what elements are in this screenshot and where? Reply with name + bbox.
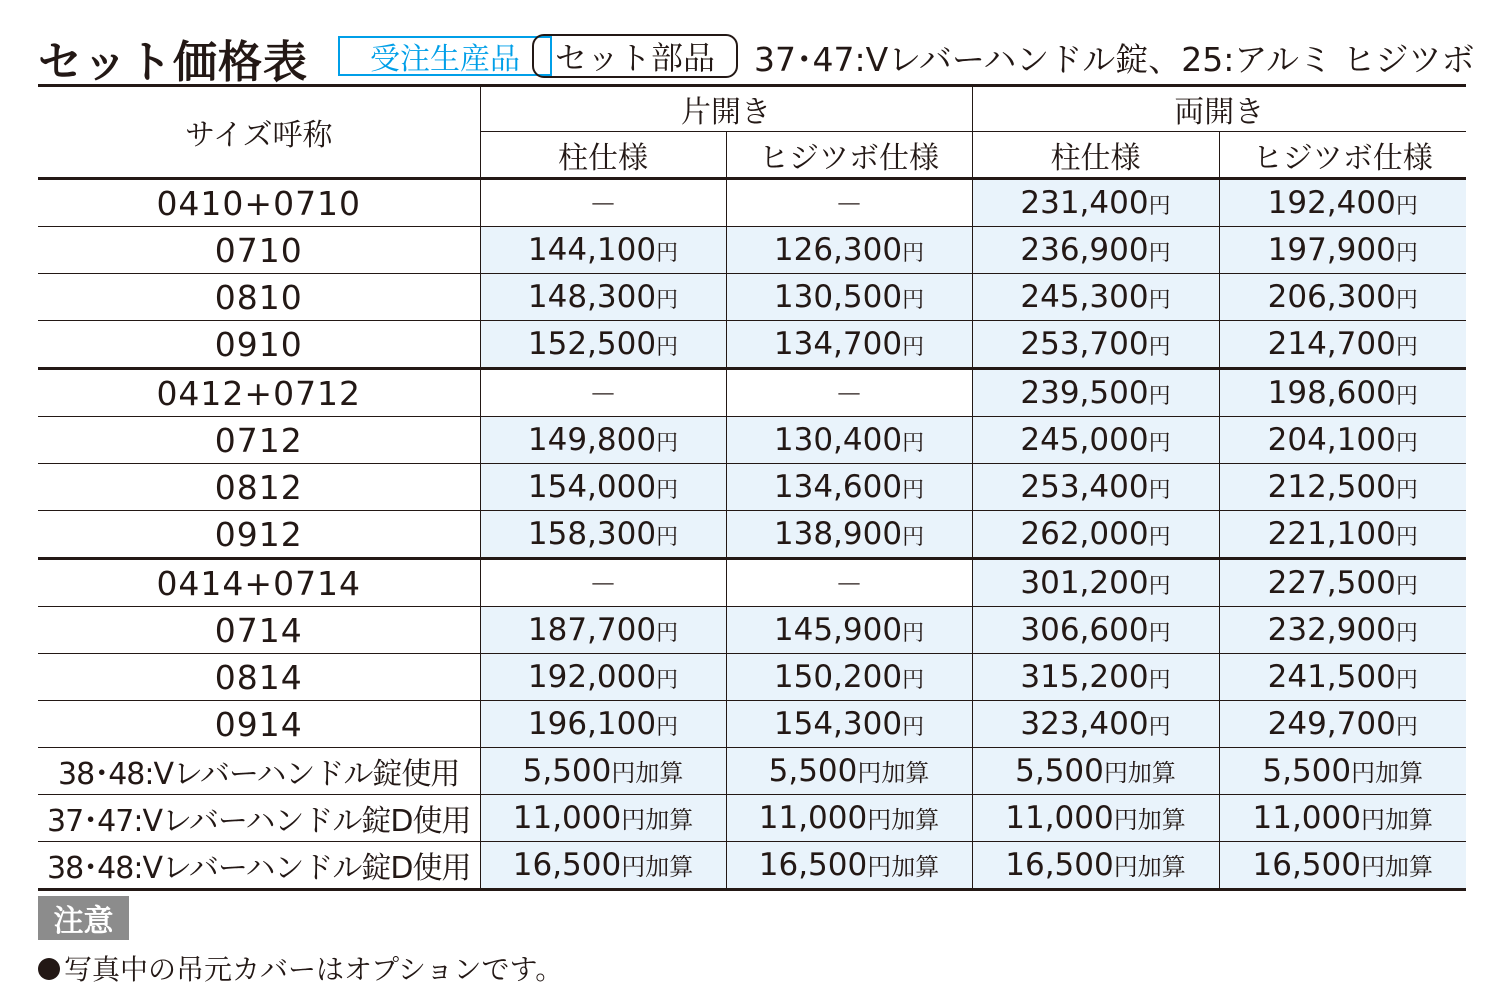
yen-unit: 円 (1148, 241, 1171, 266)
price-cell (972, 321, 1219, 369)
yen-unit: 円 (1148, 715, 1171, 740)
price-cell (972, 511, 1219, 559)
price-cell (726, 274, 972, 321)
price-value: 227,500 (1267, 565, 1396, 601)
yen-unit: 円 (1148, 574, 1171, 599)
price-value: 221,100 (1267, 516, 1396, 552)
size-cell: 0414+0714 (38, 559, 480, 607)
price-cell (972, 179, 1219, 227)
table-row (38, 369, 1466, 417)
addon-suffix: 円加算 (867, 853, 940, 881)
price-cell (480, 321, 726, 369)
price-value: 212,500 (1267, 469, 1396, 505)
price-cell (726, 417, 972, 464)
table-row (38, 559, 1466, 607)
yen-unit: 円 (902, 525, 925, 550)
price-cell (1219, 179, 1466, 227)
price-value: 301,200 (1020, 565, 1149, 601)
price-cell (1219, 227, 1466, 274)
price-cell (480, 701, 726, 748)
price-value: 253,700 (1020, 326, 1149, 362)
double-open-header: 両開き (972, 86, 1466, 132)
addon-price-cell (726, 748, 972, 795)
sub-header-elbow: ヒジツボ仕様 (1219, 132, 1466, 179)
yen-unit: 円 (1395, 194, 1418, 219)
yen-unit: 円 (656, 478, 679, 503)
table-row (38, 274, 1466, 321)
price-value: 262,000 (1020, 516, 1149, 552)
price-value: 239,500 (1020, 375, 1149, 411)
addon-suffix: 円加算 (857, 759, 930, 787)
price-value: 245,000 (1020, 422, 1149, 458)
addon-value: 5,500 (768, 753, 858, 789)
notice-line (38, 948, 563, 988)
size-cell: 0712 (38, 417, 480, 464)
price-cell (480, 607, 726, 654)
price-value: 138,900 (773, 516, 903, 552)
addon-price-cell (480, 842, 726, 890)
price-cell (972, 369, 1219, 417)
title-row (38, 24, 1475, 88)
price-cell (1219, 607, 1466, 654)
price-value: 158,300 (527, 516, 657, 552)
bullet-icon (38, 958, 60, 980)
price-value: － (588, 378, 617, 411)
size-cell: 0814 (38, 654, 480, 701)
yen-unit: 円 (1148, 478, 1171, 503)
price-value: 249,700 (1267, 706, 1396, 742)
table-row (38, 701, 1466, 748)
single-open-header: 片開き (480, 86, 972, 132)
yen-unit: 円 (656, 621, 679, 646)
price-table-body (38, 179, 1466, 890)
size-cell: 0912 (38, 511, 480, 559)
addon-price-cell (1219, 842, 1466, 890)
addon-label: 38･48:Vレバーハンドル錠D使用 (38, 842, 480, 890)
price-cell (972, 274, 1219, 321)
addon-row (38, 748, 1466, 795)
yen-unit: 円 (902, 241, 925, 266)
price-cell (1219, 417, 1466, 464)
price-value: 198,600 (1267, 375, 1396, 411)
yen-unit: 円 (1148, 525, 1171, 550)
price-cell (1219, 701, 1466, 748)
sub-header-elbow: ヒジツボ仕様 (726, 132, 972, 179)
yen-unit: 円 (1148, 335, 1171, 360)
addon-suffix: 円加算 (867, 806, 940, 834)
yen-unit: 円 (1395, 574, 1418, 599)
price-value: － (834, 188, 863, 221)
yen-unit: 円 (656, 241, 679, 266)
price-value: 236,900 (1020, 232, 1149, 268)
addon-label: 38･48:Vレバーハンドル錠使用 (38, 748, 480, 795)
price-value: － (834, 378, 863, 411)
price-cell (1219, 464, 1466, 511)
addon-suffix: 円加算 (611, 759, 684, 787)
price-cell (480, 511, 726, 559)
price-table (38, 84, 1466, 891)
page-title: セット価格表 (38, 37, 308, 88)
not-available-cell (726, 179, 972, 227)
addon-value: 5,500 (522, 753, 612, 789)
addon-price-cell (726, 795, 972, 842)
price-cell (972, 654, 1219, 701)
yen-unit: 円 (1395, 478, 1418, 503)
addon-price-cell (726, 842, 972, 890)
addon-value: 16,500 (758, 847, 868, 883)
yen-unit: 円 (1148, 431, 1171, 456)
yen-unit: 円 (902, 621, 925, 646)
price-value: 149,800 (527, 422, 657, 458)
yen-unit: 円 (1395, 384, 1418, 409)
set-parts-note: 37･47:Vレバーハンドル錠、25:アルミ ヒジツボ (754, 40, 1475, 79)
yen-unit: 円 (1148, 288, 1171, 313)
addon-suffix: 円加算 (1360, 853, 1433, 881)
addon-price-cell (972, 795, 1219, 842)
price-cell (1219, 511, 1466, 559)
yen-unit: 円 (1148, 194, 1171, 219)
addon-value: 11,000 (758, 800, 868, 836)
addon-value: 16,500 (1005, 847, 1114, 883)
addon-value: 16,500 (512, 847, 622, 883)
addon-value: 16,500 (1252, 847, 1361, 883)
yen-unit: 円 (1148, 621, 1171, 646)
table-row (38, 227, 1466, 274)
price-cell (972, 559, 1219, 607)
size-cell: 0910 (38, 321, 480, 369)
price-value: 150,200 (773, 659, 903, 695)
table-row (38, 607, 1466, 654)
yen-unit: 円 (1395, 241, 1418, 266)
price-cell (726, 511, 972, 559)
price-value: 231,400 (1020, 185, 1149, 221)
yen-unit: 円 (902, 668, 925, 693)
addon-value: 5,500 (1015, 753, 1104, 789)
price-cell (1219, 654, 1466, 701)
yen-unit: 円 (656, 668, 679, 693)
price-value: － (588, 568, 617, 601)
size-cell: 0812 (38, 464, 480, 511)
price-value: 306,600 (1020, 612, 1149, 648)
addon-price-cell (1219, 795, 1466, 842)
price-value: 206,300 (1267, 279, 1396, 315)
yen-unit: 円 (902, 335, 925, 360)
price-cell (972, 607, 1219, 654)
price-value: 154,000 (527, 469, 657, 505)
addon-price-cell (972, 748, 1219, 795)
yen-unit: 円 (1395, 335, 1418, 360)
price-cell (726, 701, 972, 748)
price-cell (726, 464, 972, 511)
size-cell: 0714 (38, 607, 480, 654)
addon-suffix: 円加算 (1103, 759, 1176, 787)
size-cell: 0412+0712 (38, 369, 480, 417)
price-value: 253,400 (1020, 469, 1149, 505)
addon-price-cell (480, 748, 726, 795)
price-cell (480, 654, 726, 701)
addon-suffix: 円加算 (621, 853, 694, 881)
not-available-cell (726, 559, 972, 607)
price-value: 144,100 (527, 232, 657, 268)
table-row (38, 511, 1466, 559)
price-cell (1219, 559, 1466, 607)
table-row (38, 464, 1466, 511)
yen-unit: 円 (1395, 431, 1418, 456)
yen-unit: 円 (1395, 288, 1418, 313)
not-available-cell (726, 369, 972, 417)
notice-text: 写真中の吊元カバーはオプションです。 (64, 953, 564, 986)
price-cell (726, 654, 972, 701)
yen-unit: 円 (902, 478, 925, 503)
addon-suffix: 円加算 (1351, 759, 1424, 787)
price-value: 245,300 (1020, 279, 1149, 315)
addon-row (38, 795, 1466, 842)
size-header: サイズ呼称 (38, 86, 480, 179)
price-cell (972, 701, 1219, 748)
size-cell: 0810 (38, 274, 480, 321)
price-cell (480, 417, 726, 464)
not-available-cell (480, 559, 726, 607)
price-value: 134,700 (773, 326, 903, 362)
not-available-cell (480, 179, 726, 227)
size-cell: 0710 (38, 227, 480, 274)
yen-unit: 円 (1395, 715, 1418, 740)
price-value: 134,600 (773, 469, 903, 505)
addon-row (38, 842, 1466, 890)
sub-header-pillar: 柱仕様 (480, 132, 726, 179)
yen-unit: 円 (656, 525, 679, 550)
yen-unit: 円 (1148, 384, 1171, 409)
addon-value: 11,000 (512, 800, 622, 836)
yen-unit: 円 (656, 715, 679, 740)
price-value: 214,700 (1267, 326, 1396, 362)
yen-unit: 円 (656, 288, 679, 313)
price-value: 241,500 (1267, 659, 1396, 695)
price-value: 130,500 (773, 279, 903, 315)
price-value: 148,300 (527, 279, 657, 315)
yen-unit: 円 (902, 288, 925, 313)
yen-unit: 円 (902, 715, 925, 740)
yen-unit: 円 (656, 335, 679, 360)
yen-unit: 円 (902, 431, 925, 456)
price-value: 152,500 (527, 326, 657, 362)
yen-unit: 円 (1395, 525, 1418, 550)
price-cell (972, 227, 1219, 274)
price-cell (1219, 274, 1466, 321)
sub-header-pillar: 柱仕様 (972, 132, 1219, 179)
table-row (38, 321, 1466, 369)
price-cell (1219, 321, 1466, 369)
addon-suffix: 円加算 (1113, 853, 1186, 881)
price-cell (480, 274, 726, 321)
price-cell (480, 464, 726, 511)
price-cell (726, 607, 972, 654)
price-cell (972, 464, 1219, 511)
addon-value: 11,000 (1005, 800, 1114, 836)
price-value: 187,700 (527, 612, 657, 648)
addon-suffix: 円加算 (621, 806, 694, 834)
price-cell (1219, 369, 1466, 417)
yen-unit: 円 (1395, 621, 1418, 646)
price-value: － (834, 568, 863, 601)
addon-label: 37･47:Vレバーハンドル錠D使用 (38, 795, 480, 842)
yen-unit: 円 (1395, 668, 1418, 693)
price-value: 126,300 (773, 232, 903, 268)
price-value: 192,400 (1267, 185, 1396, 221)
made-to-order-badge: 受注生産品 (338, 36, 552, 76)
yen-unit: 円 (656, 431, 679, 456)
set-parts-badge: セット部品 (532, 34, 738, 78)
addon-value: 11,000 (1252, 800, 1361, 836)
price-value: 197,900 (1267, 232, 1396, 268)
price-value: 154,300 (773, 706, 903, 742)
price-value: 315,200 (1020, 659, 1149, 695)
table-row (38, 654, 1466, 701)
not-available-cell (480, 369, 726, 417)
price-value: 196,100 (527, 706, 657, 742)
price-value: 192,000 (527, 659, 657, 695)
addon-price-cell (972, 842, 1219, 890)
notice-label: 注意 (38, 896, 129, 940)
addon-price-cell (1219, 748, 1466, 795)
size-cell: 0914 (38, 701, 480, 748)
addon-value: 5,500 (1262, 753, 1352, 789)
price-cell (972, 417, 1219, 464)
price-cell (480, 227, 726, 274)
price-value: 232,900 (1267, 612, 1396, 648)
price-value: － (588, 188, 617, 221)
size-cell: 0410+0710 (38, 179, 480, 227)
yen-unit: 円 (1148, 668, 1171, 693)
price-cell (726, 227, 972, 274)
price-value: 323,400 (1020, 706, 1149, 742)
addon-price-cell (480, 795, 726, 842)
price-value: 145,900 (773, 612, 903, 648)
price-value: 204,100 (1267, 422, 1396, 458)
addon-suffix: 円加算 (1113, 806, 1186, 834)
table-row (38, 179, 1466, 227)
addon-suffix: 円加算 (1360, 806, 1433, 834)
price-value: 130,400 (773, 422, 903, 458)
table-row (38, 417, 1466, 464)
price-cell (726, 321, 972, 369)
